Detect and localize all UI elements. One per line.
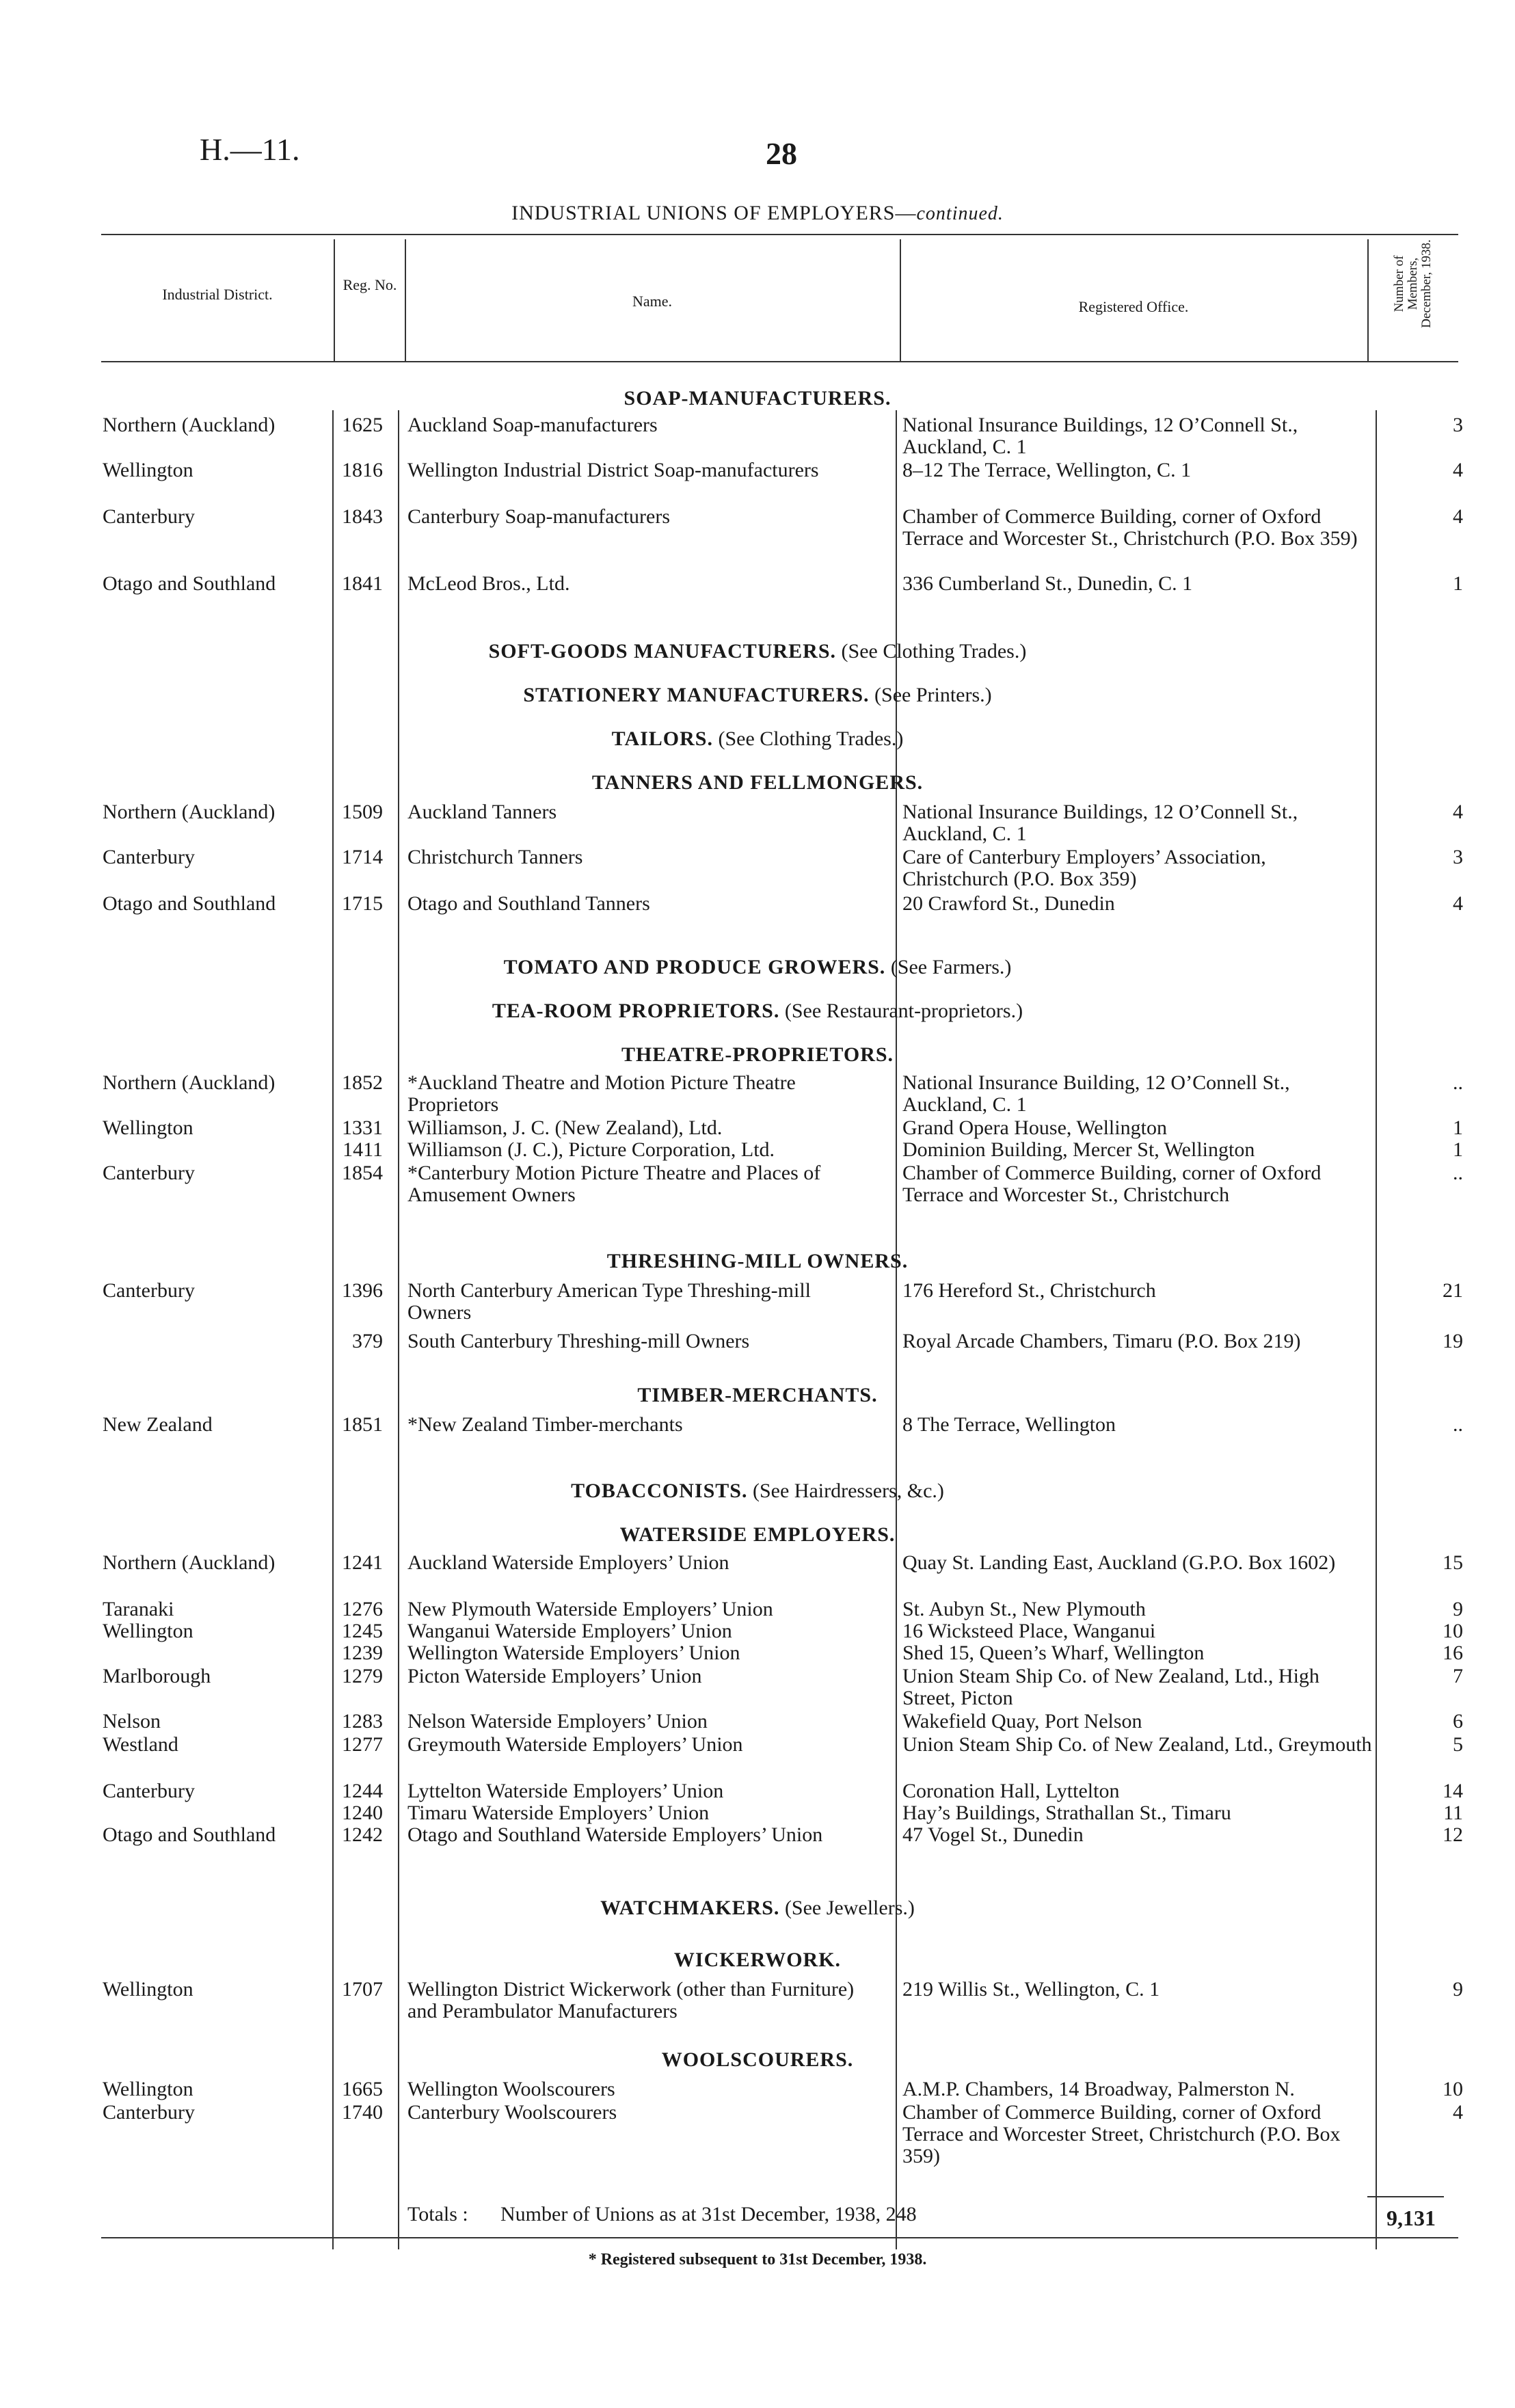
name-cell: Wellington District Wickerwork (other than Furniture) and Perambulator Manufacturers xyxy=(407,1978,855,2022)
reg-cell: 1841 xyxy=(342,572,383,595)
district-cell: Canterbury xyxy=(103,1162,195,1184)
name-cell: New Plymouth Waterside Employers’ Union xyxy=(407,1598,773,1620)
name-cell: Nelson Waterside Employers’ Union xyxy=(407,1710,708,1733)
reg-cell: 1242 xyxy=(342,1823,383,1846)
reg-cell: 1509 xyxy=(342,801,383,823)
column-header-name: Name. xyxy=(632,293,673,310)
reg-cell: 1411 xyxy=(343,1138,383,1161)
members-cell: 3 xyxy=(1453,414,1463,436)
members-cell: .. xyxy=(1453,1413,1463,1436)
members-cell: .. xyxy=(1453,1162,1463,1184)
cross-reference xyxy=(0,1480,1515,1503)
members-cell: 10 xyxy=(1443,2078,1463,2100)
office-cell: A.M.P. Chambers, 14 Broadway, Palmerston N. xyxy=(902,2078,1295,2100)
name-cell: Lyttelton Waterside Employers’ Union xyxy=(407,1780,724,1802)
members-cell: 14 xyxy=(1443,1780,1463,1802)
reg-cell: 1277 xyxy=(342,1733,383,1756)
reg-cell: 1276 xyxy=(342,1598,383,1620)
members-cell: 4 xyxy=(1453,892,1463,915)
members-cell: 15 xyxy=(1443,1551,1463,1574)
members-cell: 1 xyxy=(1453,1138,1463,1161)
reg-cell: 1816 xyxy=(342,459,383,481)
reg-cell: 1244 xyxy=(342,1780,383,1802)
name-cell: McLeod Bros., Ltd. xyxy=(407,572,570,595)
section-title-wickerwork: WICKERWORK. xyxy=(673,1949,842,1971)
office-cell: National Insurance Building, 12 O’Connell St., Auckland, C. 1 xyxy=(902,1071,1290,1116)
district-cell: Nelson xyxy=(103,1710,161,1733)
office-cell: Wakefield Quay, Port Nelson xyxy=(902,1710,1142,1733)
members-cell: .. xyxy=(1453,1071,1463,1094)
office-cell: Union Steam Ship Co. of New Zealand, Ltd., High Street, Picton xyxy=(902,1665,1319,1709)
members-cell: 4 xyxy=(1453,801,1463,823)
members-cell: 1 xyxy=(1453,572,1463,595)
running-head xyxy=(0,202,1515,225)
section-title-woolscourers: WOOLSCOURERS. xyxy=(661,2048,854,2071)
cross-reference xyxy=(0,1897,1515,1920)
reg-cell: 1843 xyxy=(342,505,383,528)
district-cell: Northern (Auckland) xyxy=(103,1551,276,1574)
office-cell: 219 Willis St., Wellington, C. 1 xyxy=(902,1978,1160,2001)
office-cell: Union Steam Ship Co. of New Zealand, Ltd., Greymouth xyxy=(902,1733,1372,1756)
reg-cell: 1239 xyxy=(342,1642,383,1664)
district-cell: Otago and Southland xyxy=(103,892,276,915)
district-cell: Wellington xyxy=(103,1116,193,1139)
members-cell: 16 xyxy=(1443,1642,1463,1664)
office-cell: Chamber of Commerce Building, corner of Oxford Terrace and Worcester St., Christchurch xyxy=(902,1162,1322,1206)
xref-see: (See Farmers.) xyxy=(890,956,1012,978)
members-cell: 12 xyxy=(1443,1823,1463,1846)
xref-title: STATIONERY MANUFACTURERS. xyxy=(523,684,870,706)
office-cell: 8–12 The Terrace, Wellington, C. 1 xyxy=(902,459,1192,481)
name-cell: North Canterbury American Type Threshing-mill Owners xyxy=(407,1279,811,1324)
xref-see: (See Printers.) xyxy=(874,684,992,706)
office-cell: National Insurance Buildings, 12 O’Connell St., Auckland, C. 1 xyxy=(902,801,1298,845)
office-cell: Shed 15, Queen’s Wharf, Wellington xyxy=(902,1642,1205,1664)
office-cell: Coronation Hall, Lyttelton xyxy=(902,1780,1120,1802)
members-cell: 4 xyxy=(1453,2101,1463,2124)
cross-reference xyxy=(0,956,1515,979)
name-cell: Canterbury Soap-manufacturers xyxy=(407,505,671,528)
members-cell: 10 xyxy=(1443,1620,1463,1642)
members-cell: 7 xyxy=(1453,1665,1463,1687)
name-cell: Otago and Southland Tanners xyxy=(407,892,650,915)
office-cell: 8 The Terrace, Wellington xyxy=(902,1413,1116,1436)
members-cell: 1 xyxy=(1453,1116,1463,1139)
members-cell: 4 xyxy=(1453,459,1463,481)
district-cell: Wellington xyxy=(103,1978,193,2001)
name-cell: Picton Waterside Employers’ Union xyxy=(407,1665,702,1687)
xref-title: TAILORS. xyxy=(611,727,713,750)
xref-title: TOMATO AND PRODUCE GROWERS. xyxy=(503,956,886,978)
reg-cell: 1854 xyxy=(342,1162,383,1184)
name-cell: Wellington Industrial District Soap-manufacturers xyxy=(407,459,819,481)
xref-see: (See Hairdressers, &c.) xyxy=(752,1480,944,1502)
office-cell: National Insurance Buildings, 12 O’Connell St., Auckland, C. 1 xyxy=(902,414,1298,458)
name-cell: Greymouth Waterside Employers’ Union xyxy=(407,1733,743,1756)
header-divider xyxy=(334,239,335,361)
column-header-members: Number of Members, December, 1938. xyxy=(1392,239,1434,328)
name-cell: Wellington Waterside Employers’ Union xyxy=(407,1642,740,1664)
name-cell: Williamson, J. C. (New Zealand), Ltd. xyxy=(407,1116,723,1139)
members-cell: 11 xyxy=(1443,1802,1463,1824)
name-cell: *Canterbury Motion Picture Theatre and Places of Amusement Owners xyxy=(407,1162,821,1206)
reg-cell: 1740 xyxy=(342,2101,383,2124)
office-cell: Royal Arcade Chambers, Timaru (P.O. Box 219) xyxy=(902,1330,1301,1352)
district-cell: Northern (Auckland) xyxy=(103,1071,276,1094)
name-cell: Williamson (J. C.), Picture Corporation, Ltd. xyxy=(407,1138,775,1161)
xref-see: (See Jewellers.) xyxy=(784,1897,915,1919)
xref-title: SOFT-GOODS MANUFACTURERS. xyxy=(488,640,837,663)
name-cell: Auckland Soap-manufacturers xyxy=(407,414,658,436)
district-cell: Canterbury xyxy=(103,1780,195,1802)
name-cell: Auckland Tanners xyxy=(407,801,557,823)
name-cell: *Auckland Theatre and Motion Picture Theatre Proprietors xyxy=(407,1071,796,1116)
section-title-soap: SOAP-MANUFACTURERS. xyxy=(624,387,891,410)
district-cell: Wellington xyxy=(103,1620,193,1642)
district-cell: Canterbury xyxy=(103,2101,195,2124)
header-divider xyxy=(1367,239,1369,361)
members-cell: 5 xyxy=(1453,1733,1463,1756)
name-cell: Christchurch Tanners xyxy=(407,846,583,868)
members-cell: 21 xyxy=(1443,1279,1463,1302)
totals-text: Number of Unions as at 31st December, 1938, 248 xyxy=(500,2203,917,2225)
cross-reference xyxy=(0,727,1515,751)
office-cell: Quay St. Landing East, Auckland (G.P.O. Box 1602) xyxy=(902,1551,1336,1574)
reg-cell: 1665 xyxy=(342,2078,383,2100)
name-cell: Wellington Woolscourers xyxy=(407,2078,615,2100)
xref-see: (See Clothing Trades.) xyxy=(718,727,904,750)
office-cell: Chamber of Commerce Building, corner of Oxford Terrace and Worcester St., Christchurch (P.O. Box 359) xyxy=(902,505,1358,550)
district-cell: Northern (Auckland) xyxy=(103,801,276,823)
running-head-continued: continued. xyxy=(916,203,1004,224)
xref-title: TOBACCONISTS. xyxy=(571,1480,748,1502)
office-cell: Grand Opera House, Wellington xyxy=(902,1116,1167,1139)
reg-cell: 1852 xyxy=(342,1071,383,1094)
office-cell: 16 Wicksteed Place, Wanganui xyxy=(902,1620,1156,1642)
section-title-theatre: THEATRE-PROPRIETORS. xyxy=(621,1043,894,1066)
reg-cell: 1331 xyxy=(342,1116,383,1139)
district-cell: Wellington xyxy=(103,2078,193,2100)
office-cell: Care of Canterbury Employers’ Association, Christchurch (P.O. Box 359) xyxy=(902,846,1266,890)
xref-see: (See Clothing Trades.) xyxy=(841,640,1027,663)
section-title-timber: TIMBER-MERCHANTS. xyxy=(637,1384,878,1406)
name-cell: *New Zealand Timber-merchants xyxy=(407,1413,683,1436)
section-title-waterside: WATERSIDE EMPLOYERS. xyxy=(619,1523,896,1546)
name-cell: Auckland Waterside Employers’ Union xyxy=(407,1551,729,1574)
name-cell: Canterbury Woolscourers xyxy=(407,2101,617,2124)
office-cell: Hay’s Buildings, Strathallan St., Timaru xyxy=(902,1802,1231,1824)
reg-cell: 1625 xyxy=(342,414,383,436)
header-divider xyxy=(900,239,901,361)
cross-reference xyxy=(0,640,1515,663)
header-bottom-rule xyxy=(101,361,1458,362)
office-cell: 47 Vogel St., Dunedin xyxy=(902,1823,1084,1846)
reg-cell: 1279 xyxy=(342,1665,383,1687)
reg-cell: 1245 xyxy=(342,1620,383,1642)
district-cell: Marlborough xyxy=(103,1665,211,1687)
header-divider xyxy=(405,239,406,361)
district-cell: Canterbury xyxy=(103,1279,195,1302)
members-cell: 4 xyxy=(1453,505,1463,528)
office-cell: Chamber of Commerce Building, corner of Oxford Terrace and Worcester Street, Christchurch (P.O. Box 359) xyxy=(902,2101,1341,2167)
members-cell: 6 xyxy=(1453,1710,1463,1733)
members-cell: 9 xyxy=(1453,1978,1463,2001)
xref-title: TEA-ROOM PROPRIETORS. xyxy=(492,1000,780,1022)
district-cell: Otago and Southland xyxy=(103,572,276,595)
xref-title: WATCHMAKERS. xyxy=(600,1897,780,1919)
totals-label: Totals : xyxy=(407,2203,468,2225)
name-cell: Timaru Waterside Employers’ Union xyxy=(407,1802,710,1824)
reg-cell: 379 xyxy=(352,1330,383,1352)
members-cell: 3 xyxy=(1453,846,1463,868)
footnote: * Registered subsequent to 31st December, 1938. xyxy=(588,2251,927,2269)
office-cell: Dominion Building, Mercer St, Wellington xyxy=(902,1138,1255,1161)
name-cell: South Canterbury Threshing-mill Owners xyxy=(407,1330,750,1352)
reg-cell: 1715 xyxy=(342,892,383,915)
members-cell: 9 xyxy=(1453,1598,1463,1620)
district-cell: Canterbury xyxy=(103,846,195,868)
name-cell: Otago and Southland Waterside Employers’ Union xyxy=(407,1823,823,1846)
reg-cell: 1396 xyxy=(342,1279,383,1302)
document-reference: H.—11. xyxy=(200,132,300,167)
table-bottom-rule xyxy=(101,2237,1458,2238)
totals-value: 9,131 xyxy=(1386,2206,1436,2230)
reg-cell: 1241 xyxy=(342,1551,383,1574)
reg-cell: 1714 xyxy=(342,846,383,868)
district-cell: Westland xyxy=(103,1733,178,1756)
page-number: 28 xyxy=(766,136,797,171)
members-cell: 19 xyxy=(1443,1330,1463,1352)
totals-rule-top xyxy=(1367,2196,1444,2197)
column-header-office: Registered Office. xyxy=(1078,298,1189,315)
column-header-district: Industrial District. xyxy=(162,286,273,303)
cross-reference xyxy=(0,684,1515,707)
name-cell: Wanganui Waterside Employers’ Union xyxy=(407,1620,732,1642)
cross-reference xyxy=(0,1000,1515,1023)
section-title-tanners: TANNERS AND FELLMONGERS. xyxy=(591,771,924,794)
section-title-threshing: THRESHING-MILL OWNERS. xyxy=(606,1250,909,1272)
district-cell: Wellington xyxy=(103,459,193,481)
reg-cell: 1283 xyxy=(342,1710,383,1733)
office-cell: 176 Hereford St., Christchurch xyxy=(902,1279,1156,1302)
reg-cell: 1707 xyxy=(342,1978,383,2001)
district-cell: Canterbury xyxy=(103,505,195,528)
running-head-title: INDUSTRIAL UNIONS OF EMPLOYERS— xyxy=(511,202,917,224)
office-cell: 336 Cumberland St., Dunedin, C. 1 xyxy=(902,572,1193,595)
column-header-reg: Reg. No. xyxy=(343,276,397,293)
district-cell: Northern (Auckland) xyxy=(103,414,276,436)
reg-cell: 1240 xyxy=(342,1802,383,1824)
xref-see: (See Restaurant-proprietors.) xyxy=(784,1000,1023,1022)
district-cell: New Zealand xyxy=(103,1413,213,1436)
office-cell: St. Aubyn St., New Plymouth xyxy=(902,1598,1146,1620)
district-cell: Taranaki xyxy=(103,1598,174,1620)
office-cell: 20 Crawford St., Dunedin xyxy=(902,892,1115,915)
header-top-rule xyxy=(101,234,1458,235)
district-cell: Otago and Southland xyxy=(103,1823,276,1846)
reg-cell: 1851 xyxy=(342,1413,383,1436)
